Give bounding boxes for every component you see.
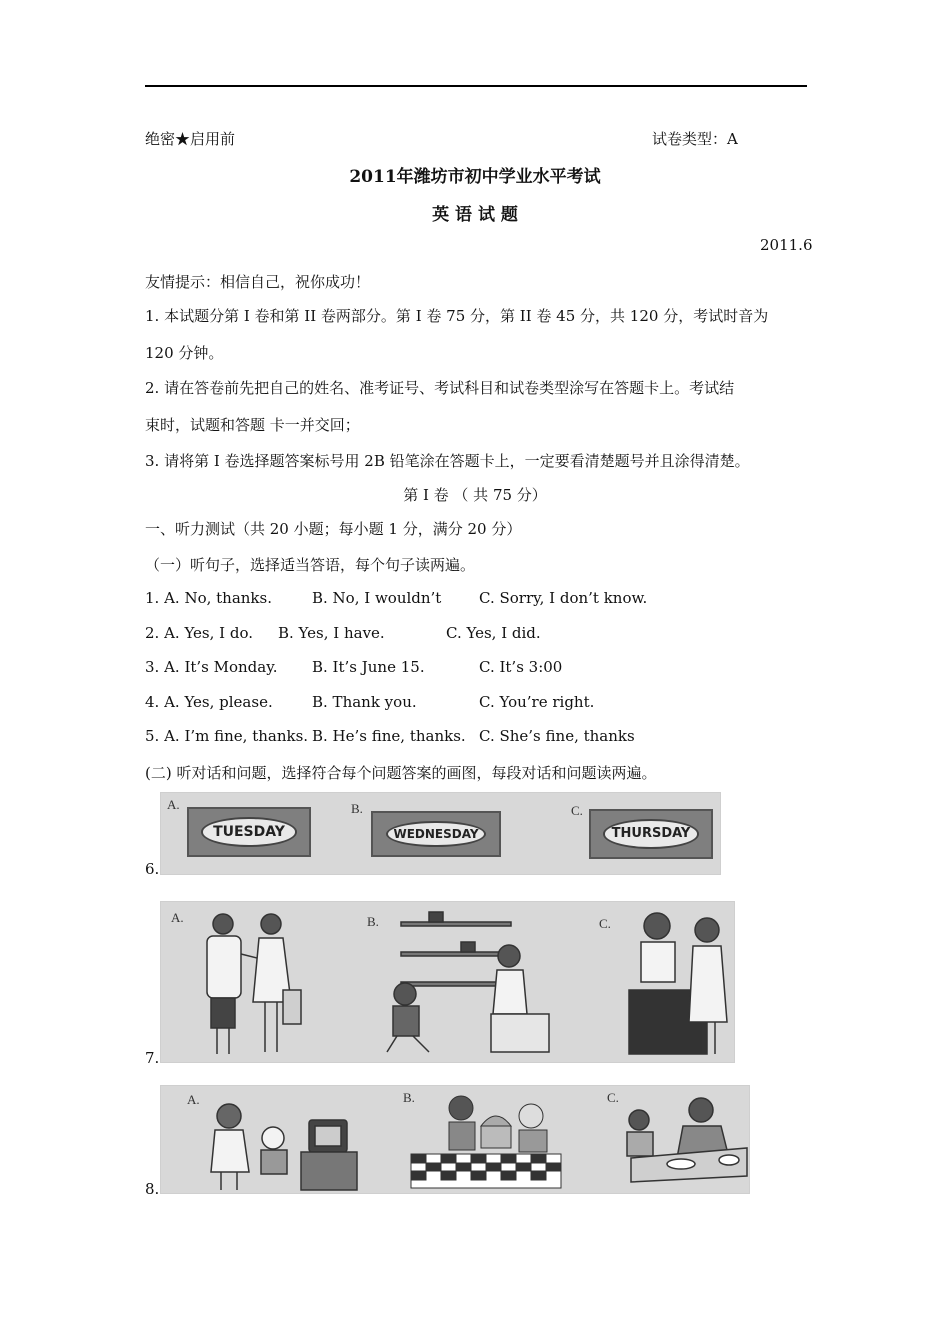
note-2-line-2: 束时，试题和答题 卡一并交回；	[145, 416, 360, 434]
q3-option-b: B. It’s June 15.	[312, 658, 425, 676]
q6-number: 6.	[145, 860, 160, 878]
tuesday-plate	[187, 807, 311, 857]
header-rule	[145, 85, 807, 87]
q8-picture	[160, 1085, 750, 1194]
exam-subtitle: 英 语 试 题	[432, 205, 518, 225]
q7-number: 7.	[145, 1049, 160, 1067]
q6-picture	[160, 792, 721, 875]
q8-label-c: C.	[607, 1090, 619, 1105]
q6-label-a: A.	[167, 797, 180, 812]
q4-option-b: B. Thank you.	[312, 693, 417, 711]
q2-option-a: 2. A. Yes, I do.	[145, 624, 253, 642]
q6-label-b: B.	[351, 801, 363, 816]
thursday-text: THURSDAY	[603, 819, 699, 848]
q8-number: 8.	[145, 1180, 160, 1198]
q8-label-a: A.	[187, 1092, 200, 1107]
part-title: 一、听力测试（共 20 小题；每小题 1 分，满分 20 分）	[145, 520, 522, 538]
q5-option-b: B. He’s fine, thanks.	[312, 727, 466, 745]
sub-instruction-1: （一）听句子，选择适当答语，每个句子读两遍。	[145, 556, 476, 574]
sub-instruction-2: (二) 听对话和问题，选择符合每个问题答案的画图，每段对话和问题读两遍。	[145, 764, 657, 782]
q4-option-a: 4. A. Yes, please.	[145, 693, 273, 711]
exam-date: 2011.6	[760, 236, 813, 254]
q3-option-c: C. It’s 3:00	[479, 658, 563, 676]
q2-option-b: B. Yes, I have.	[278, 624, 385, 642]
wednesday-plate	[371, 811, 501, 857]
section-heading: 第 I 卷 （ 共 75 分）	[403, 486, 547, 504]
q2-option-c: C. Yes, I did.	[446, 624, 541, 642]
q7-picture	[160, 901, 735, 1063]
q3-option-a: 3. A. It’s Monday.	[145, 658, 278, 676]
note-1-line-1: 1. 本试题分第 I 卷和第 II 卷两部分。第 I 卷 75 分，第 II 卷 45 分，共 120 分，考试时音为	[145, 307, 769, 325]
thursday-plate	[589, 809, 713, 859]
q7-label-a: A.	[171, 910, 184, 925]
note-2-line-1: 2. 请在答卷前先把自己的姓名、准考证号、考试科目和试卷类型涂写在答题卡上。考试结	[145, 379, 735, 397]
paper-type: 试卷类型：A	[652, 130, 738, 148]
q6-label-c: C.	[571, 803, 583, 818]
q7-label-c: C.	[599, 916, 611, 931]
note-3: 3. 请将第 I 卷选择题答案标号用 2B 铅笔涂在答题卡上，一定要看清楚题号并且涂得清楚。	[145, 452, 750, 470]
wednesday-text: WEDNESDAY	[386, 821, 487, 848]
exam-title: 2011年潍坊市初中学业水平考试	[349, 167, 601, 187]
q5-option-a: 5. A. I’m fine, thanks.	[145, 727, 309, 745]
tip-text: 友情提示：相信自己，祝你成功！	[145, 273, 371, 291]
note-1-line-2: 120 分钟。	[145, 344, 224, 362]
confidential-mark: 绝密★启用前	[145, 130, 236, 148]
q1-option-b: B. No, I wouldn’t	[312, 589, 442, 607]
q4-option-c: C. You’re right.	[479, 693, 595, 711]
tuesday-text: TUESDAY	[201, 817, 297, 846]
q8-label-b: B.	[403, 1090, 415, 1105]
q1-option-c: C. Sorry, I don’t know.	[479, 589, 648, 607]
q5-option-c: C. She’s fine, thanks	[479, 727, 635, 745]
q8-illustration	[161, 1086, 750, 1194]
q7-illustration	[161, 902, 735, 1063]
q7-label-b: B.	[367, 914, 379, 929]
q1-option-a: 1. A. No, thanks.	[145, 589, 272, 607]
